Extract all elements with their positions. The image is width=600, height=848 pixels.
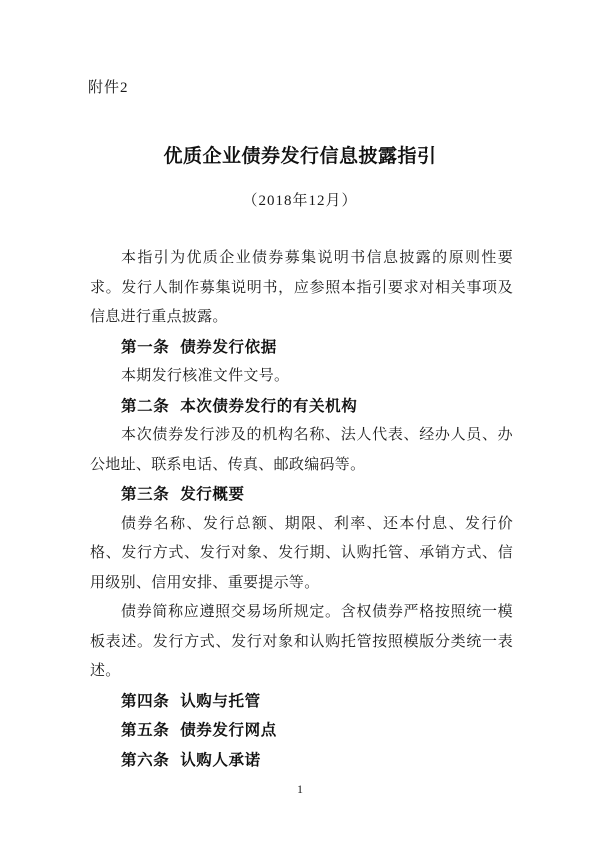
article-1-paragraph: 本期发行核准文件文号。 <box>121 368 290 384</box>
article-3-paragraph-2: 债券简称应遵照交易场所规定。含权债券严格按照统一模板表述。发行方式、发行对象和认购托管按照模版分类统一表述。 <box>90 604 513 679</box>
page-number: 1 <box>297 782 303 796</box>
article-2-paragraph: 本次债券发行涉及的机构名称、法人代表、经办人员、办公地址、联系电话、传真、邮政编码等。 <box>90 427 513 473</box>
article-1-heading: 第一条 债券发行依据 <box>121 338 277 356</box>
document-title: 优质企业债券发行信息披露指引 <box>163 146 437 167</box>
document-body <box>90 244 513 775</box>
article-6-heading: 第六条 认购人承诺 <box>121 751 261 769</box>
attachment-label: 附件2 <box>88 80 129 96</box>
document-date: （2018年12月） <box>242 193 358 209</box>
article-2-heading: 第二条 本次债券发行的有关机构 <box>121 397 358 415</box>
article-4-heading: 第四条 认购与托管 <box>121 692 261 710</box>
intro-paragraph: 本指引为优质企业债券募集说明书信息披露的原则性要求。发行人制作募集说明书，应参照本指引要求对相关事项及信息进行重点披露。 <box>90 250 513 325</box>
article-5-heading: 第五条 债券发行网点 <box>121 722 277 739</box>
article-3-heading: 第三条 发行概要 <box>121 486 245 503</box>
article-3-paragraph-1: 债券名称、发行总额、期限、利率、还本付息、发行价格、发行方式、发行对象、发行期、认购托管、承销方式、信用级别、信用安排、重要提示等。 <box>90 515 513 591</box>
